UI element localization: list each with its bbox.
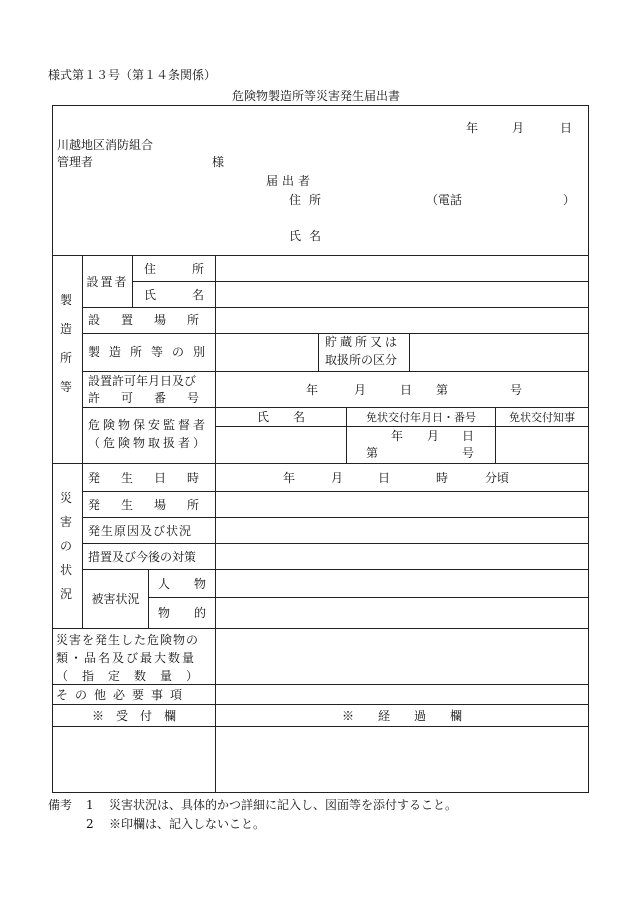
occurrence-time-label: 発生日時 — [88, 471, 221, 485]
damage-property-label: 物 的 — [157, 606, 206, 620]
license-month: 月 — [427, 429, 440, 443]
frame-left — [52, 105, 53, 792]
frame-bottom — [52, 792, 589, 793]
installer-label: 設置者 — [86, 274, 129, 289]
hazmat-line2: 類・品名及び最大数量 — [56, 651, 197, 665]
date-month: 月 — [512, 121, 525, 135]
supervisor-line1: 危険物保安監督者 — [88, 418, 209, 432]
rule — [52, 463, 589, 464]
permit-day: 日 — [400, 383, 413, 397]
license-no-suffix: 号 — [462, 446, 475, 460]
license-day: 日 — [462, 429, 475, 443]
hazmat-line3: （ 指 定 数 量 ） — [56, 669, 200, 683]
facility-type-label: 製造所等の別 — [88, 345, 215, 359]
rule — [318, 333, 319, 371]
col-license-governor: 免状交付知事 — [509, 410, 575, 424]
permit-no-prefix: 第 — [436, 383, 449, 397]
frame-top — [52, 105, 589, 106]
rule — [82, 491, 589, 492]
rule — [82, 371, 589, 372]
addressee-org: 川越地区消防組合 — [57, 138, 154, 152]
progress-header: ※ 経 過 欄 — [341, 708, 462, 723]
permit-label-line2: 許可番号 — [88, 391, 221, 405]
hazmat-line1: 災害を発生した危険物の — [56, 633, 200, 647]
location-label: 設置場所 — [88, 313, 221, 327]
phone-label: （電話 — [426, 193, 463, 207]
time-day: 日 — [378, 471, 391, 485]
rule — [52, 628, 589, 629]
form-title: 危険物製造所等災害発生届出書 — [232, 89, 401, 103]
permit-label-line1: 設置許可年月日及び — [88, 374, 197, 388]
permit-year: 年 — [306, 383, 319, 397]
facility-group-label: 製 造 所 等 — [59, 293, 72, 394]
supervisor-line2: （危険物取扱者） — [88, 436, 209, 450]
permit-no-suffix: 号 — [510, 383, 523, 397]
permit-month: 月 — [354, 383, 367, 397]
notifier-address-label: 住所 — [289, 193, 330, 207]
note-1-text: 災害状況は、具体的かつ詳細に記入し、図面等を添付すること。 — [109, 798, 458, 812]
other-label: その他必要事項 — [56, 688, 190, 702]
installer-address-label: 住 所 — [143, 261, 204, 276]
time-year: 年 — [283, 471, 296, 485]
measures-label: 措置及び今後の対策 — [88, 550, 197, 564]
license-no-prefix: 第 — [366, 446, 379, 460]
rule — [82, 543, 589, 544]
note-2-number: 2 — [86, 817, 94, 831]
note-2-text: ※印欄は、記入しないこと。 — [109, 817, 266, 831]
rule — [82, 307, 589, 308]
rule — [215, 426, 589, 427]
installer-name-label: 氏 名 — [143, 287, 204, 302]
rule — [409, 333, 410, 371]
license-year: 年 — [391, 429, 404, 443]
cause-label: 発生原因及び状況 — [88, 524, 193, 538]
damage-label: 被害状況 — [91, 592, 140, 606]
rule — [52, 684, 589, 685]
time-minute: 分頃 — [485, 471, 510, 485]
receipt-header: ※ 受 付 欄 — [91, 708, 176, 723]
frame-right — [588, 105, 589, 792]
time-hour: 時 — [436, 471, 449, 485]
storage-type-line1: 貯蔵所又は — [325, 335, 401, 349]
rule — [82, 517, 589, 518]
addressee-role: 管理者 — [57, 155, 94, 169]
col-name: 氏 名 — [256, 410, 305, 424]
note-1-number: 1 — [86, 798, 94, 812]
notifier-name-label: 氏名 — [289, 229, 330, 243]
col-license-date: 免状交付年月日・番号 — [366, 410, 476, 424]
form-number: 様式第１３号（第１４条関係） — [48, 68, 217, 82]
honorific: 様 — [212, 155, 225, 169]
time-month: 月 — [331, 471, 344, 485]
date-year: 年 — [466, 121, 479, 135]
disaster-group-label: 災 害 の 状 況 — [59, 491, 72, 601]
damage-people-label: 人 物 — [157, 576, 206, 591]
date-day: 日 — [560, 121, 573, 135]
rule — [52, 726, 589, 727]
phone-close: ） — [563, 193, 576, 207]
occurrence-place-label: 発生場所 — [88, 498, 221, 512]
rule — [82, 333, 589, 334]
notifier-label: 届出者 — [266, 174, 315, 188]
storage-type-line2: 取扱所の区分 — [325, 353, 398, 367]
notes-label: 備考 — [48, 798, 73, 812]
